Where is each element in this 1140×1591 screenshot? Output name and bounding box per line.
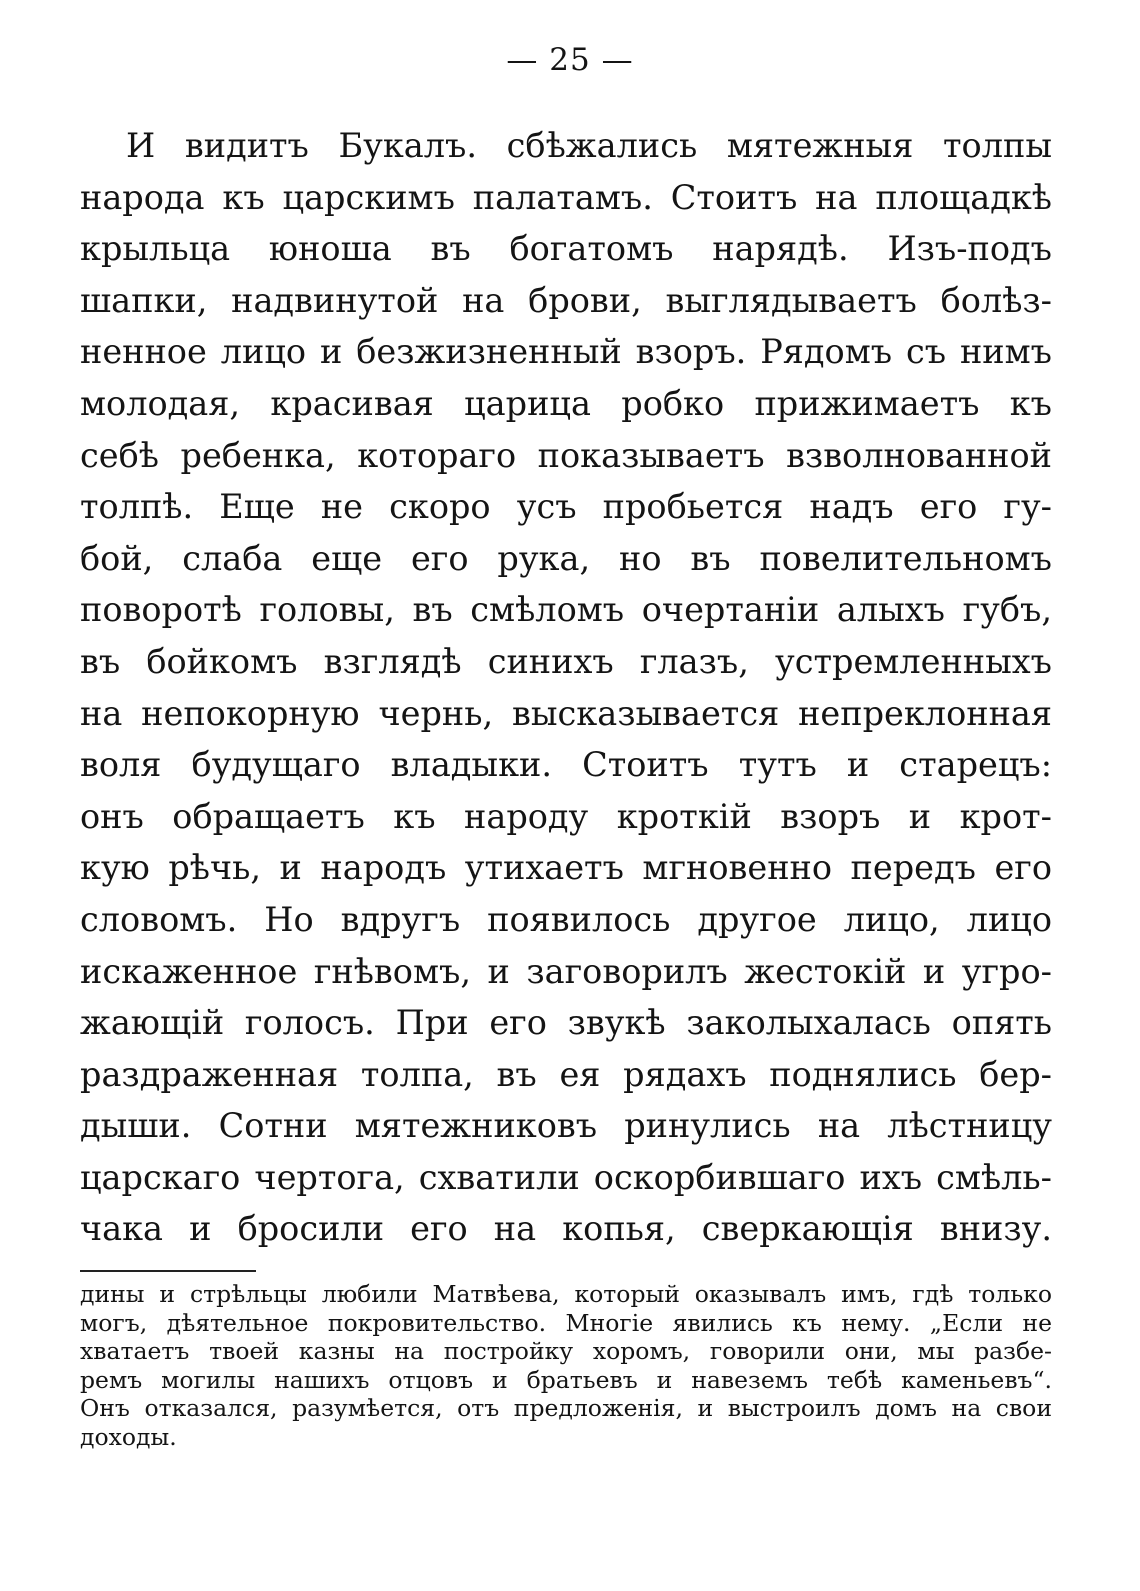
text-line: царскаго чертога, схватили оскорбившаго ихъ смѣль- (80, 1157, 1052, 1197)
text-line: искаженное гнѣвомъ, и заговорилъ жестокій и угро- (80, 951, 1052, 991)
text-line: толпѣ. Еще не скоро усъ пробьется надъ его гу- (80, 487, 1052, 527)
text-line: ненное лицо и безжизненный взоръ. Рядомъ съ нимъ (80, 332, 1052, 372)
text-line: себѣ ребенка, котораго показываетъ взволнованной (80, 435, 1052, 475)
text-line: шапки, надвинутой на брови, выглядываетъ болѣз- (80, 280, 1052, 320)
text-line: на непокорную чернь, высказывается непреклонная (80, 693, 1052, 733)
text-line: воля будущаго владыки. Стоитъ тутъ и старецъ: (80, 745, 1052, 785)
text-line: бой, слаба еще его рука, но въ повелительномъ (80, 538, 1052, 578)
text-line: раздраженная толпа, въ ея рядахъ поднялись бер- (80, 1054, 1052, 1094)
footnote-line: дины и стрѣльцы любили Матвѣева, который оказывалъ имъ, гдѣ только (80, 1280, 1052, 1308)
text-line: дыши. Сотни мятежниковъ ринулись на лѣстницу (80, 1106, 1052, 1146)
footnote-line: хватаетъ твоей казны на постройку хоромъ, говорили они, мы разбе- (80, 1337, 1052, 1366)
text-line: поворотѣ головы, въ смѣломъ очертаніи алыхъ губъ, (80, 590, 1052, 630)
text-line: народа къ царскимъ палатамъ. Стоитъ на площадкѣ (80, 177, 1052, 217)
text-line: чака и бросили его на копья, сверкающія внизу. (80, 1209, 1052, 1249)
text-line: крыльца юноша въ богатомъ нарядѣ. Изъ-подъ (80, 229, 1052, 269)
text-line: жающій голосъ. При его звукѣ заколыхалась опять (80, 1003, 1052, 1043)
text-line: И видитъ Букалъ. сбѣжались мятежныя толпы (126, 126, 1052, 165)
text-line: въ бойкомъ взглядѣ синихъ глазъ, устремленныхъ (80, 641, 1052, 681)
text-line: молодая, красивая царица робко прижимаетъ къ (80, 383, 1052, 423)
footnote-line: Онъ отказался, разумѣется, отъ предложенія, и выстроилъ домъ на свои (80, 1394, 1052, 1423)
text-line: онъ обращаетъ къ народу кроткій взоръ и крот- (80, 796, 1052, 836)
footnote-line: могъ, дѣятельное покровительство. Многіе явились къ нему. „Если не (80, 1308, 1052, 1337)
footnote (80, 1280, 1052, 1452)
page-number: — 25 — (506, 42, 634, 78)
main-text (80, 120, 1052, 1255)
footnote-divider (80, 1270, 256, 1272)
text-line: кую рѣчь, и народъ утихаетъ мгновенно передъ его (80, 848, 1052, 888)
text-line: словомъ. Но вдругъ появилось другое лицо, лицо (80, 899, 1052, 939)
footnote-line: ремъ могилы нашихъ отцовъ и братьевъ и навеземъ тебѣ каменьевъ“. (80, 1365, 1052, 1394)
footnote-line: доходы. (80, 1422, 177, 1451)
